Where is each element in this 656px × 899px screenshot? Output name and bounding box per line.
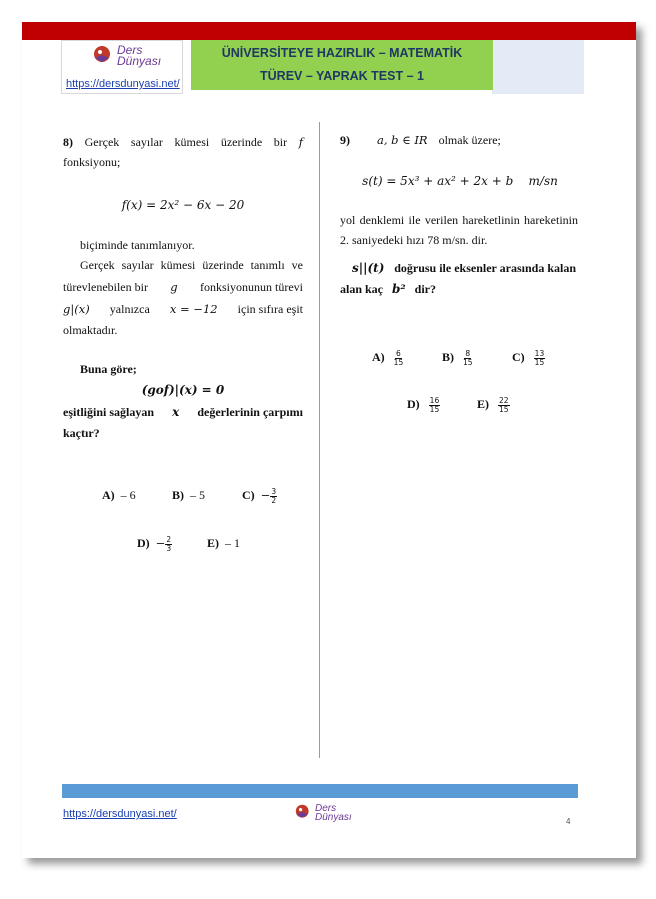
- footer-logo-line-ders: Ders: [315, 803, 337, 814]
- q8-option-c[interactable]: [242, 485, 277, 505]
- q8-ask-c: kaçtır?: [63, 426, 100, 440]
- q8-text2-c: yalnızca: [109, 302, 150, 316]
- q9-ask-b2: b²: [392, 282, 406, 296]
- header-title: ÜNİVERSİTEYE HAZIRLIK – MATEMATİK: [221, 46, 463, 60]
- q8-text2-line1: Gerçek sayılar kümesi üzerinde tanımlı ve: [80, 258, 303, 272]
- q8-text2-line3: [63, 299, 303, 319]
- q9-option-e[interactable]: [477, 394, 510, 414]
- q8-ask-line1: [63, 402, 303, 422]
- q8-text2-g: g: [170, 280, 178, 294]
- q8-option-d-fraction: $\frac{2}{3}$: [166, 534, 172, 553]
- q8-option-a-label: A): [102, 488, 115, 502]
- q8-option-b[interactable]: [172, 485, 205, 505]
- q9-option-b-fraction: $\frac{8}{15}$: [463, 348, 473, 367]
- q9-option-a-label: A): [372, 350, 385, 364]
- q8-option-e[interactable]: [207, 533, 240, 553]
- q9-option-d[interactable]: [407, 394, 440, 414]
- worksheet-page: [22, 22, 636, 858]
- q9-ask-c: dir?: [414, 282, 437, 296]
- footer-logo-line-dunyasi: Dünyası: [315, 812, 352, 823]
- q9-text-line1: yol denklemi ile verilen hareketlinin hareketinin: [340, 213, 578, 227]
- q9-ask-a: doğrusu ile eksenler arasında kalan: [394, 261, 576, 275]
- q9-option-c-fraction: $\frac{13}{15}$: [534, 348, 545, 367]
- q9-option-e-fraction: $\frac{22}{15}$: [499, 395, 509, 414]
- q8-number: 8): [63, 135, 73, 149]
- q8-option-e-label: E): [207, 536, 219, 550]
- q8-ask-a: eşitliğini sağlayan: [63, 405, 155, 419]
- q8-option-b-value: – 5: [190, 488, 205, 502]
- header-title-box: [191, 40, 493, 90]
- page-number: 4: [566, 817, 571, 826]
- q9-option-e-label: E): [477, 397, 489, 411]
- q9-ask-line2: [340, 279, 436, 299]
- q8-option-e-value: – 1: [225, 536, 240, 550]
- header-subtitle: TÜREV – YAPRAK TEST – 1: [260, 69, 424, 83]
- q8-option-a-value: – 6: [120, 488, 136, 502]
- q8-intro-text: Gerçek sayılar kümesi üzerinde bir: [84, 135, 288, 149]
- header-red-bar: [22, 22, 636, 40]
- q8-formula: f(x) = 2x² − 6x − 20: [121, 198, 245, 212]
- q9-ask-line1: [352, 258, 576, 278]
- q9-number: 9): [340, 133, 350, 147]
- q8-option-c-fraction: $\frac{3}{2}$: [271, 486, 277, 505]
- brand-logo: [92, 45, 161, 67]
- header-site-link[interactable]: https://dersdunyasi.net/: [66, 78, 180, 90]
- q9-given-text: olmak üzere;: [438, 133, 501, 147]
- q9-option-b-label: B): [442, 350, 454, 364]
- q8-ask-b: değerlerinin çarpımı: [197, 405, 303, 419]
- q8-option-c-sign: −: [260, 488, 271, 502]
- q9-option-d-label: D): [407, 397, 420, 411]
- logo-line-dunyasi: Dünyası: [117, 54, 162, 68]
- footer-logo: [294, 804, 352, 822]
- q8-option-a[interactable]: [102, 485, 136, 505]
- q9-text-line2: 2. saniyedeki hızı 78 m/sn. dir.: [340, 233, 488, 247]
- q8-option-d-label: D): [137, 536, 150, 550]
- q9-ask-s: s||(t): [352, 261, 385, 275]
- book-logo-icon: [92, 45, 114, 65]
- q9-option-c[interactable]: [512, 347, 545, 367]
- footer-site-link[interactable]: https://dersdunyasi.net/: [63, 808, 177, 820]
- q8-defined: biçiminde tanımlanıyor.: [80, 238, 195, 252]
- q8-text2-e: olmaktadır.: [63, 323, 118, 337]
- q9-option-a[interactable]: [372, 347, 403, 367]
- q8-option-c-label: C): [242, 488, 255, 502]
- q8-ask-x: x: [172, 405, 180, 419]
- header-accent-block: [492, 40, 584, 94]
- q8-eq: x = −12: [169, 302, 218, 316]
- q8-text2-a: türevlenebilen bir: [63, 280, 148, 294]
- q8-intro-f: f: [298, 135, 304, 149]
- q8-text2-b: fonksiyonunun türevi: [200, 280, 303, 294]
- q8-option-d[interactable]: [137, 533, 172, 553]
- q8-intro-line2: fonksiyonu;: [63, 155, 121, 169]
- footer-blue-bar: [62, 784, 578, 798]
- footer-book-logo-icon: [294, 804, 312, 820]
- logo-line-ders: Ders: [117, 43, 143, 57]
- q8-option-b-label: B): [172, 488, 184, 502]
- q9-given-line: [340, 130, 501, 150]
- q9-option-d-fraction: $\frac{16}{15}$: [429, 395, 440, 414]
- q9-option-c-label: C): [512, 350, 525, 364]
- q8-intro-line: [63, 132, 303, 152]
- q8-gprime: g|(x): [63, 302, 90, 316]
- q8-text2-d: için sıfıra eşit: [237, 302, 303, 316]
- q9-option-a-fraction: $\frac{6}{15}$: [393, 348, 404, 367]
- q8-option-d-sign: −: [155, 536, 166, 550]
- q9-ask-b: alan kaç: [340, 282, 384, 296]
- q8-formula2: (gof)|(x) = 0: [141, 383, 225, 397]
- q9-given: a, b ∈ IR: [377, 133, 428, 147]
- q9-formula: s(t) = 5x³ + ax² + 2x + b m/sn: [362, 174, 558, 188]
- column-divider: [319, 122, 320, 758]
- q8-bunagore: Buna göre;: [80, 362, 137, 376]
- q9-option-b[interactable]: [442, 347, 473, 367]
- header-logo-box: [61, 40, 183, 94]
- q8-text2-line2: [63, 277, 303, 297]
